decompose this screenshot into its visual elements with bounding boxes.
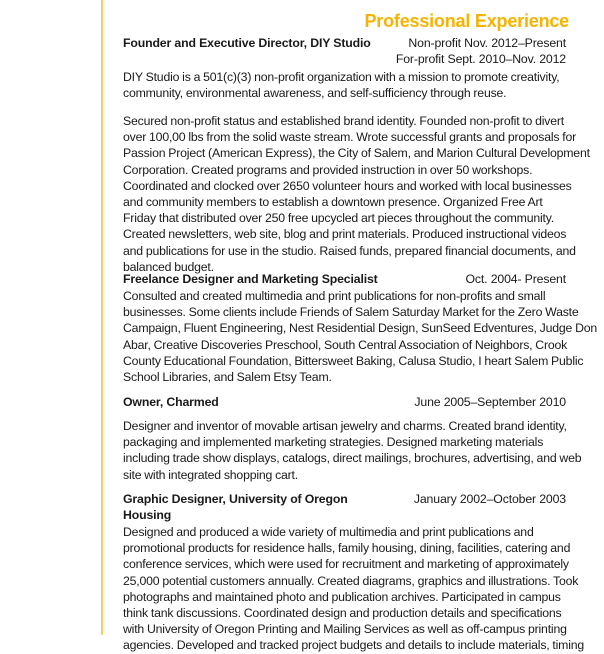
- job-description: [123, 524, 585, 654]
- job-dates: [414, 491, 566, 507]
- job-date-line: January 2002–October 2003: [413, 492, 566, 506]
- text-line: Designed and produced a wide variety of multimedia and print publications and: [123, 525, 534, 539]
- job-dates: [414, 394, 566, 410]
- text-line: Friday that distributed over 250 free upcycled art pieces throughout the community.: [123, 211, 554, 226]
- job-title: Freelance Designer and Marketing Specialist: [123, 272, 378, 286]
- text-line: including trade show displays, catalogs, direct mailings, brochures, advertising, and web: [123, 451, 582, 466]
- text-line: and publications for use in the studio. Raised funds, prepared financial documents, and: [123, 243, 576, 258]
- job-description: [123, 69, 566, 101]
- text-line: balanced budget.: [123, 259, 214, 274]
- text-line: with University of Oregon Printing and Mailing Services as well as off-campus printing: [123, 622, 567, 637]
- text-line: Designer and inventor of movable artisan jewelry and charms. Created brand identity,: [123, 419, 567, 433]
- job-title: [123, 491, 348, 523]
- job-title-line: Housing: [123, 508, 172, 522]
- job-dates: [396, 35, 566, 67]
- text-line: Campaign, Fluent Engineering, Nest Residential Design, SunSeed Edventures, Judge Don: [123, 321, 598, 336]
- job-date-line: Non-profit Nov. 2012–Present: [408, 36, 566, 50]
- section-heading: Professional Experience: [364, 11, 569, 31]
- text-line: think tank discussions. Coordinated design and production details and specifications: [123, 606, 562, 621]
- text-line: over 100,00 lbs from the solid waste stream. Wrote successful grants and proposals for: [123, 130, 577, 145]
- text-line: businesses. Some clients include Friends of Salem Saturday Market for the Zero Waste: [123, 305, 579, 320]
- job-date-line: June 2005–September 2010: [414, 395, 566, 409]
- job-date-line: Oct. 2004- Present: [465, 272, 566, 286]
- text-line: and community members to establish a downtown presence. Organized Free Art: [123, 195, 543, 210]
- text-line: agencies. Developed and tracked project budgets and details to include materials, timing: [123, 638, 585, 653]
- text-line: site with integrated shopping cart.: [123, 467, 298, 482]
- text-line: School Libraries, and Salem Etsy Team.: [123, 370, 332, 385]
- job-title-line: Graphic Designer, University of Oregon: [123, 492, 348, 506]
- text-line: DIY Studio is a 501(c)(3) non-profit organization with a mission to promote creativity,: [123, 70, 560, 84]
- text-line: packaging and implemented marketing strategies. Designed marketing materials: [123, 435, 544, 450]
- text-line: 25,000 potential customers annually. Created diagrams, graphics and illustrations. Took: [123, 573, 579, 588]
- job-date-line: For-profit Sept. 2010–Nov. 2012: [395, 52, 566, 66]
- text-line: Coordinated and clocked over 2650 volunteer hours and worked with local businesses: [123, 178, 572, 193]
- text-line: Passion Project (American Express), the City of Salem, and Marion Cultural Development: [123, 146, 590, 161]
- job-title: Owner, Charmed: [123, 395, 219, 409]
- text-line: Secured non-profit status and established brand identity. Founded non-profit to divert: [123, 114, 564, 128]
- text-line: photographs and maintained photo and publication archives. Participated in campus: [123, 589, 561, 604]
- text-line: community, environmental awareness, and self-sufficiency through reuse.: [123, 86, 507, 101]
- text-line: Corporation. Created programs and provided instruction in over 50 workshops.: [123, 162, 533, 177]
- text-line: County Educational Foundation, Bittersweet Baking, Calusa Studio, I heart Salem Public: [123, 353, 584, 368]
- job-title: Founder and Executive Director, DIY Studio: [123, 36, 371, 50]
- text-line: Created newsletters, web site, blog and print materials. Produced instructional videos: [123, 227, 567, 242]
- job-dates: [465, 271, 566, 287]
- text-line: promotional products for residence halls, family housing, dining, facilities, catering and: [123, 541, 571, 556]
- job-description: [123, 288, 598, 385]
- accent-vertical-rule: [101, 0, 103, 635]
- job-description: [123, 418, 582, 483]
- text-line: conference services, which were used for recruitment and marketing of approximately: [123, 557, 569, 572]
- text-line: Abar, Creative Discoveries Preschool, South Central Association of Neighbors, Crook: [123, 337, 568, 352]
- job-accomplishments: [123, 113, 590, 275]
- text-line: Consulted and created multimedia and print publications for non-profits and small: [123, 289, 546, 303]
